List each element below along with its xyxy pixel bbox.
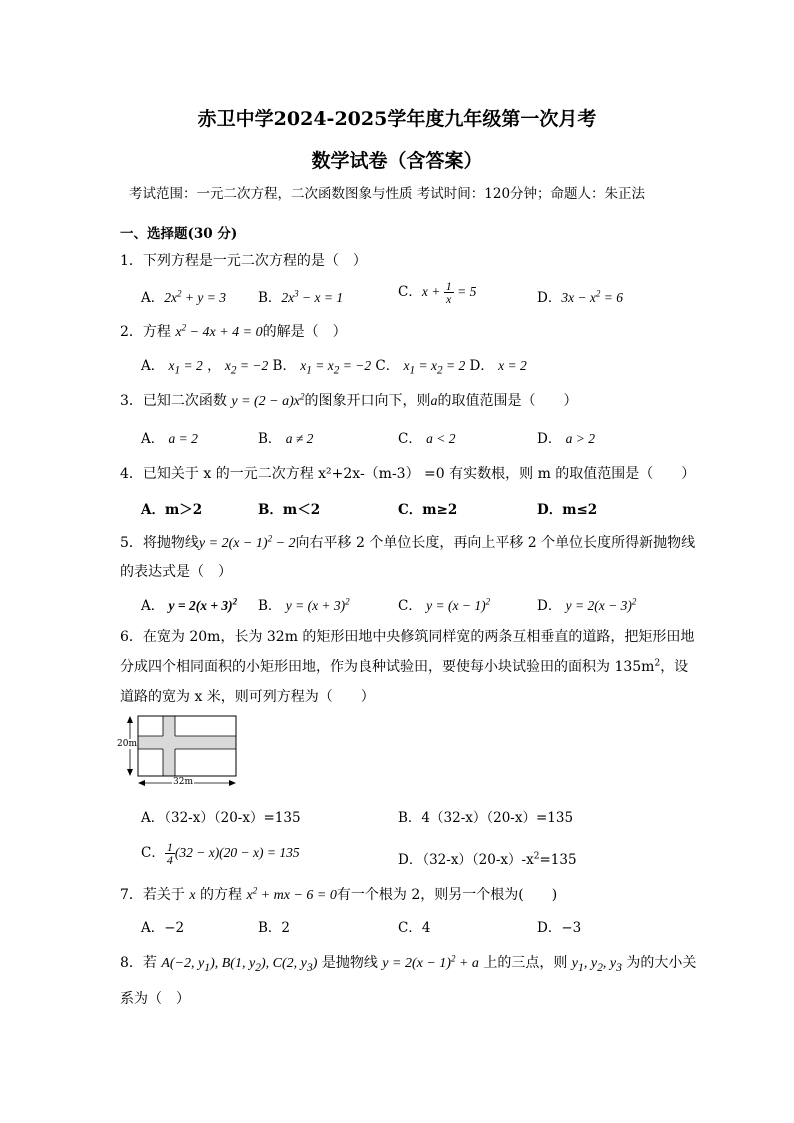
q2-options: A． $x_1 = 2$ ， $x_2 = -2$ B． $x_1 = x_2 = -2$ C． $x_1 = x_2 = 2$ D． x = 2 — [141, 358, 527, 377]
q4-option-a: A．m＞2 — [141, 502, 203, 518]
exam-info: 考试范围：一元二次方程，二次函数图象与性质 考试时间：120分钟；命题人：朱正法 — [129, 186, 646, 202]
title-line-2: 数学试卷（含答案） — [311, 150, 483, 172]
question-8: 8．若 A(−2, $y_1$), B(1, $y_2$), C(2, $y_3$) 是抛物线 $y = 2(x - 1)^2 + a$ 上的三点，则 $y_1$, $y_2$, $y_3$ 为的大小关 — [120, 953, 697, 974]
q5-option-d: D． $y = 2(x - 3)^2$ — [537, 596, 637, 614]
question-6: 6．在宽为 20m，长为 32m 的矩形田地中央修筑同样宽的两条互相垂直的道路，把矩形田地 — [120, 629, 695, 645]
question-3: 3．已知二次函数 $y = (2 - a)x^2$的图象开口向下，则a的取值范围是（ ） — [120, 391, 578, 409]
question-2: 2．方程 $x^2 - 4x + 4 = 0$的解是（ ） — [120, 322, 347, 340]
q1-option-d: D．$3x - x^2 = 6$ — [537, 288, 624, 306]
q4-option-d: D．m≤2 — [537, 502, 598, 518]
question-5: 5．将抛物线$y = 2(x - 1)^2 - 2$向右平移 2 个单位长度，再向上平移 2 个单位长度所得新抛物线 — [120, 533, 696, 551]
width-label: 20m — [117, 739, 137, 749]
q7-option-b: B．2 — [258, 920, 291, 936]
q1-option-a: A．$2x^2 + y = 3$ — [141, 288, 226, 306]
q5-option-b: B． $y = (x + 3)^2$ — [258, 596, 350, 614]
q3-option-a: A． a = 2 — [141, 431, 198, 447]
q4-option-c: C．m≥2 — [398, 502, 458, 518]
q7-option-d: D．−3 — [537, 920, 582, 936]
q5-option-a: A． $y = 2(x + 3)^2$ — [141, 596, 238, 614]
vertical-road — [163, 716, 175, 776]
q6-option-b: B．4（32-x）（20-x）=135 — [398, 810, 574, 826]
question-7: 7．若关于 x 的方程 $x^2$ + mx − 6 = 0有一个根为 2，则另一个根为( ) — [120, 885, 558, 903]
horizontal-road — [138, 736, 236, 749]
q4-option-b: B．m＜2 — [258, 502, 321, 518]
q1-option-c: C．x + $\frac{1}{x}$ = 5 — [398, 279, 477, 306]
question-6-cont-2: 道路的宽为 x 米，则可列方程为（ ） — [120, 689, 375, 705]
question-5-cont: 的表达式是（ ） — [120, 564, 232, 580]
q3-option-b: B． a ≠ 2 — [258, 431, 314, 447]
q3-option-c: C． a < 2 — [398, 431, 456, 447]
q6-option-c: C． $\frac{1}{4}$ (32 − x)(20 − x) = 135 — [141, 840, 300, 867]
length-label: 32m — [173, 777, 193, 787]
q3-option-d: D． a > 2 — [537, 431, 595, 447]
question-4: 4．已知关于 x 的一元二次方程 x²+2x-（m-3） =0 有实数根，则 m 的取值范围是（ ） — [120, 466, 696, 482]
question-6-cont: 分成四个相同面积的小矩形田地，作为良种试验田，要使每小块试验田的面积为 $135m^2$，设 — [120, 658, 689, 675]
q5-option-c: C． $y = (x - 1)^2$ — [398, 596, 491, 614]
q1-option-b: B．$2x^3 - x = 1$ — [258, 288, 344, 306]
question-8-cont: 系为（ ） — [120, 991, 190, 1007]
q7-option-a: A．−2 — [141, 920, 185, 936]
question-1: 1．下列方程是一元二次方程的是（ ） — [120, 253, 367, 269]
q6-option-d: D．$(32-x)(20-x)-x^2=135$ — [398, 851, 577, 868]
section-heading: 一、选择题(30 分) — [120, 226, 238, 242]
q6-option-a: A．（32-x）（20-x）=135 — [141, 810, 301, 826]
q7-option-c: C．4 — [398, 920, 431, 936]
title-line-1: 赤卫中学2024-2025学年度九年级第一次月考 — [197, 108, 597, 130]
